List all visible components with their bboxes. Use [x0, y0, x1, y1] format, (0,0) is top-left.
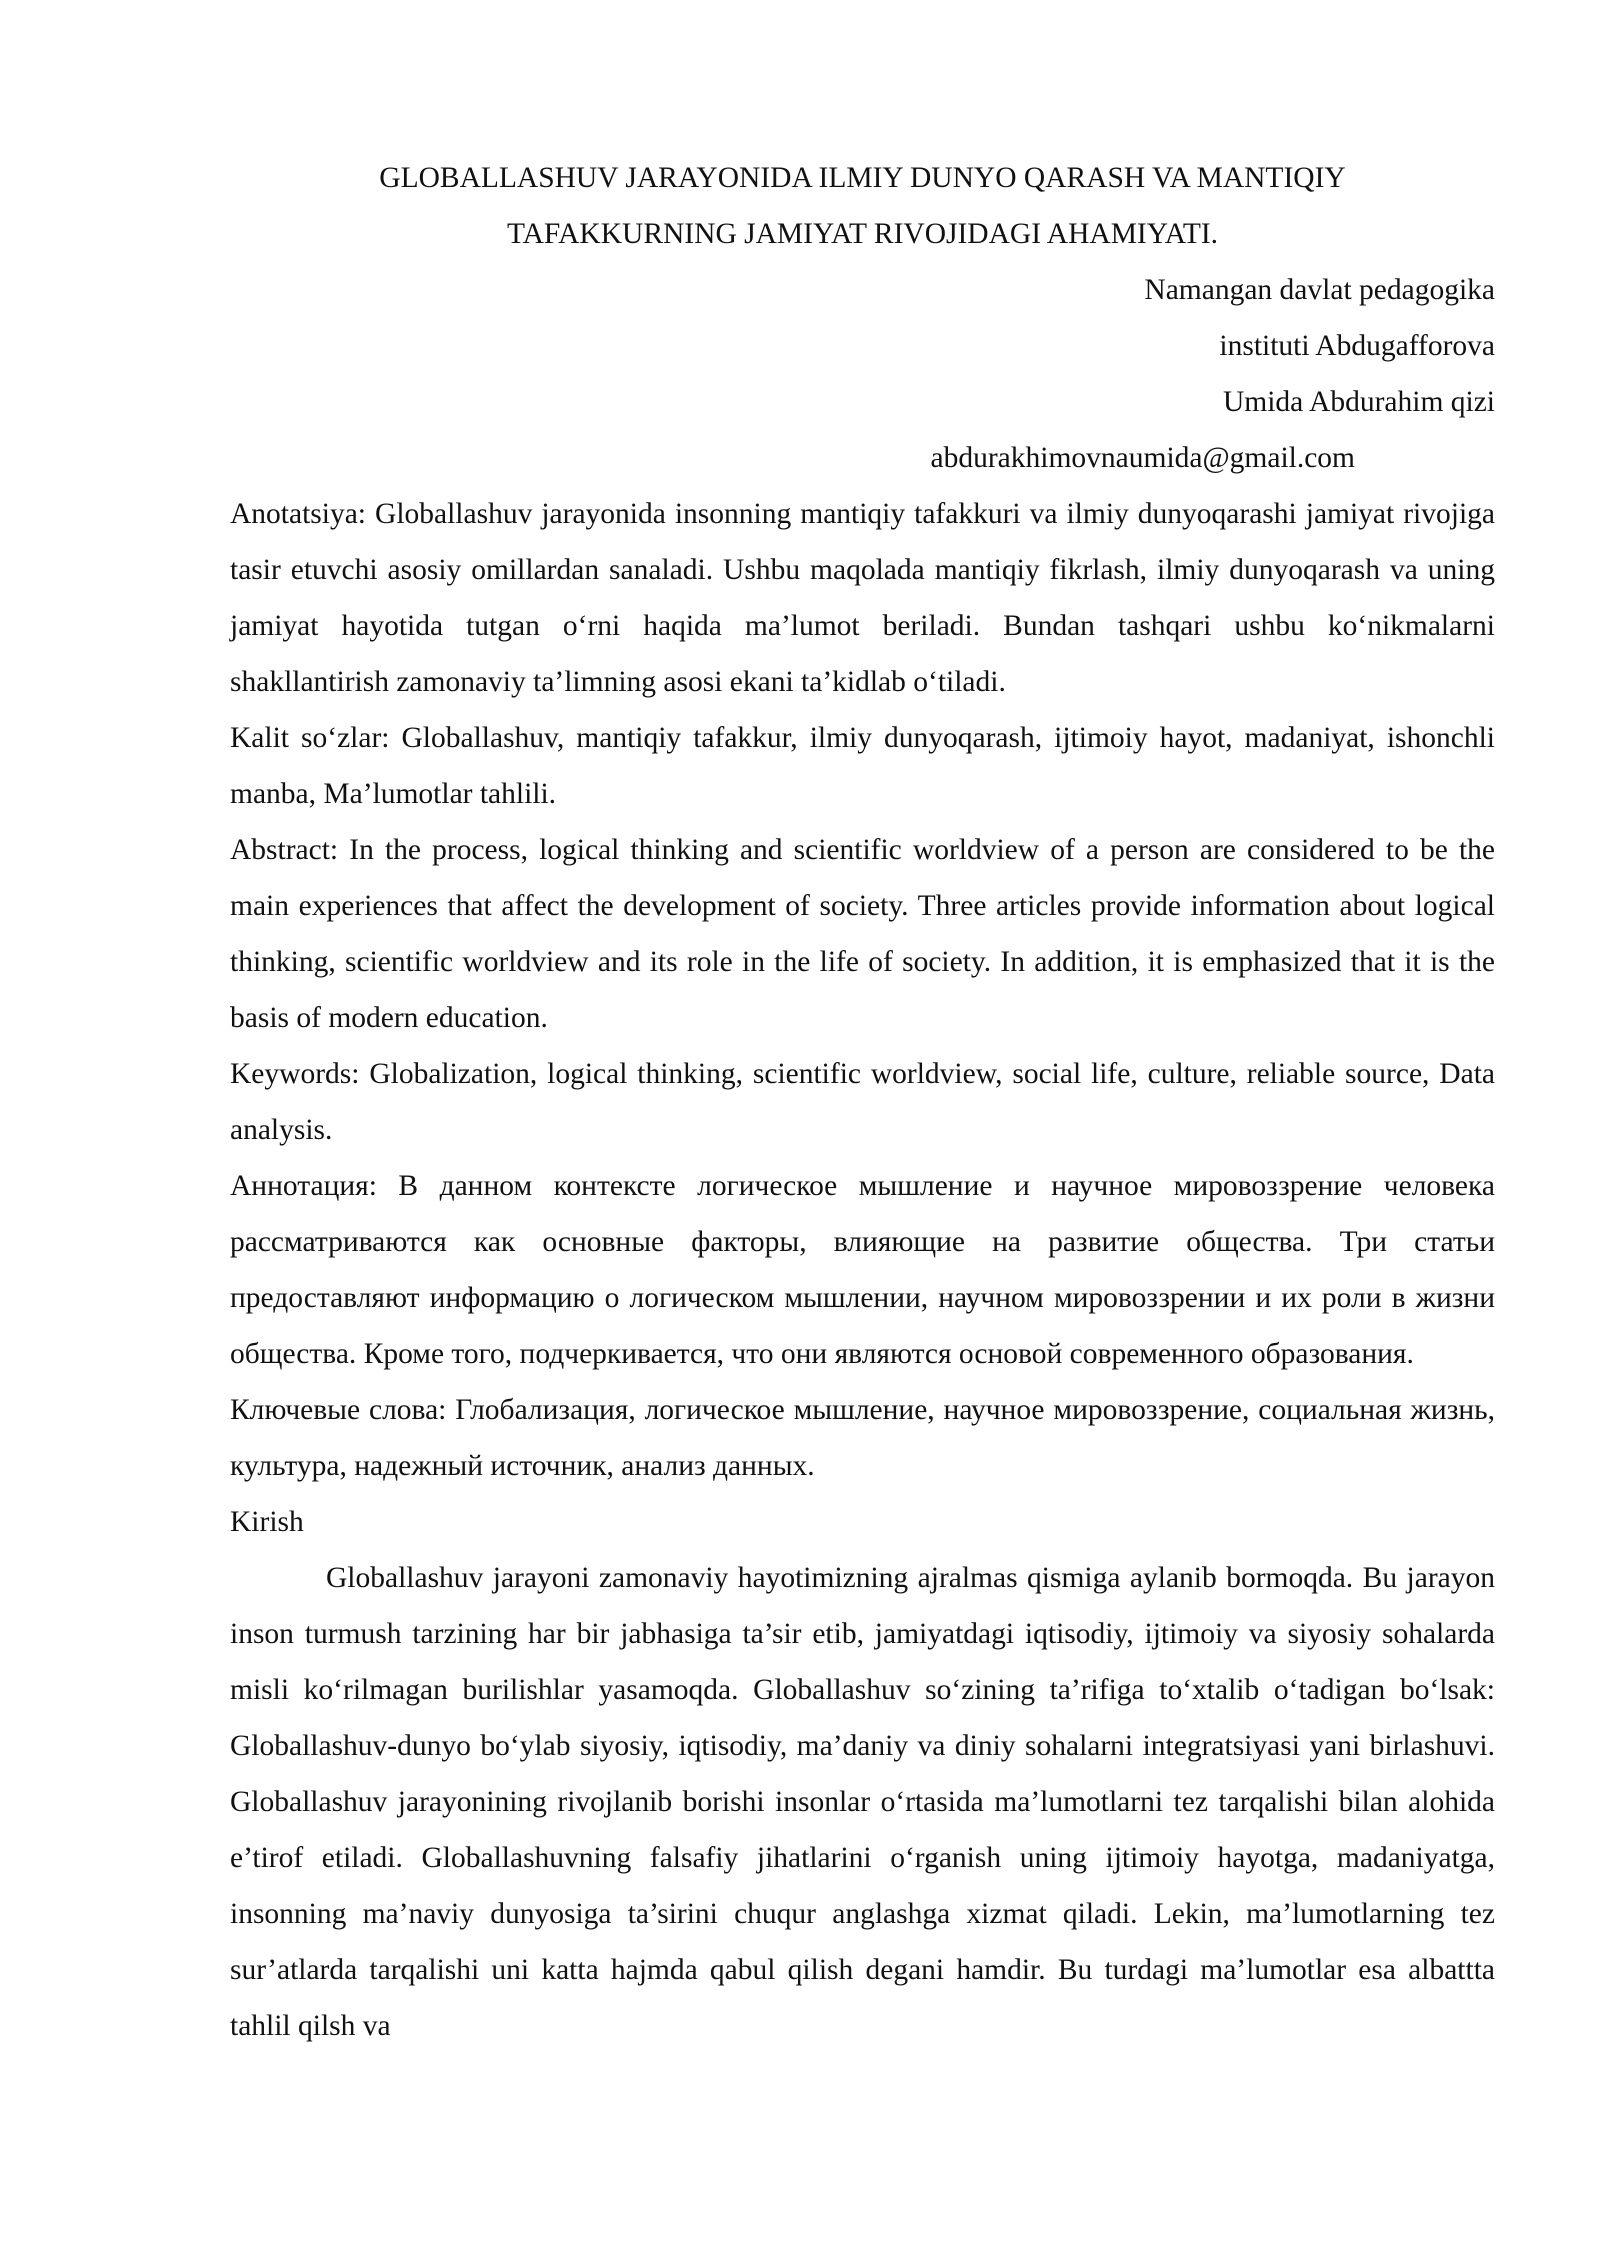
author-name: Umida Abdurahim qizi [1222, 386, 1495, 418]
author-affiliation [230, 262, 1495, 430]
paper-title [230, 150, 1495, 262]
section-heading-introduction: Kirish [230, 1506, 304, 1538]
paper-title-line-2: TAFAKKURNING JAMIYAT RIVOJIDAGI AHAMIYATI. [506, 218, 1219, 250]
introduction-paragraph: Globallashuv jarayoni zamonaviy hayotimizning ajralmas qismiga aylanib bormoqda. Bu jarayon inson turmush tarzining har bir jabhasiga ta’sir etib, jamiyatdagi iqtisodiy, ijtimoiy va siyosiy sohalarda misli ko‘rilmagan burilishlar yasamoqda. Globallashuv so‘zining ta’rifiga to‘xtalib o‘tadigan bo‘lsak: Globallashuv-dunyo bo‘ylab siyosiy, iqtisodiy, ma’daniy va diniy sohalarni integratsiyasi yani birlashuvi. Globallashuv jarayonining rivojlanib borishi insonlar o‘rtasida ma’lumotlarni tez tarqalishi bilan alohida e’tirof etiladi. Globallashuvning falsafiy jihatlarini o‘rganish uning ijtimoiy hayotga, madaniyatga, insonning ma’naviy dunyosiga ta’sirini chuqur anglashga xizmat qiladi. Lekin, ma’lumotlarning tez sur’atlarda tarqalishi uni katta hajmda qabul qilish degani hamdir. Bu turdagi ma’lumotlar esa albattta tahlil qilsh va [230, 1562, 1495, 2042]
keywords-russian: Ключевые слова: Глобализация, логическое мышление, научное мировоззрение, социальная жизнь, культура, надежный источник, анализ данных. [230, 1394, 1495, 1482]
document-page [230, 150, 1495, 2054]
keywords-uzbek: Kalit so‘zlar: Globallashuv, mantiqiy tafakkur, ilmiy dunyoqarash, ijtimoiy hayot, madaniyat, ishonchli manba, Ma’lumotlar tahlili. [230, 722, 1495, 810]
annotation-russian: Аннотация: В данном контексте логическое мышление и научное мировоззрение человека рассматриваются как основные факторы, влияющие на развитие общества. Три статьи предоставляют информацию о логическом мышлении, научном мировоззрении и их роли в жизни общества. Кроме того, подчеркивается, что они являются основой современного образования. [230, 1170, 1495, 1370]
keywords-english: Keywords: Globalization, logical thinking, scientific worldview, social life, culture, reliable source, Data analysis. [230, 1058, 1495, 1146]
paper-title-line-1: GLOBALLASHUV JARAYONIDA ILMIY DUNYO QARASH VA MANTIQIY [379, 162, 1346, 194]
affiliation-line-2: instituti Abdugafforova [1219, 330, 1495, 362]
annotation-uzbek: Anotatsiya: Globallashuv jarayonida insonning mantiqiy tafakkuri va ilmiy dunyoqarashi jamiyat rivojiga tasir etuvchi asosiy omillardan sanaladi. Ushbu maqolada mantiqiy fikrlash, ilmiy dunyoqarash va uning jamiyat hayotida tutgan o‘rni haqida ma’lumot beriladi. Bundan tashqari ushbu ko‘nikmalarni shakllantirish zamonaviy ta’limning asosi ekani ta’kidlab o‘tiladi. [230, 498, 1495, 698]
author-email: abdurakhimovnaumida@gmail.com [930, 442, 1355, 474]
affiliation-line-1: Namangan davlat pedagogika [1144, 274, 1495, 306]
abstract-english: Abstract: In the process, logical thinking and scientific worldview of a person are considered to be the main experiences that affect the development of society. Three articles provide information about logical thinking, scientific worldview and its role in the life of society. In addition, it is emphasized that it is the basis of modern education. [230, 834, 1495, 1034]
